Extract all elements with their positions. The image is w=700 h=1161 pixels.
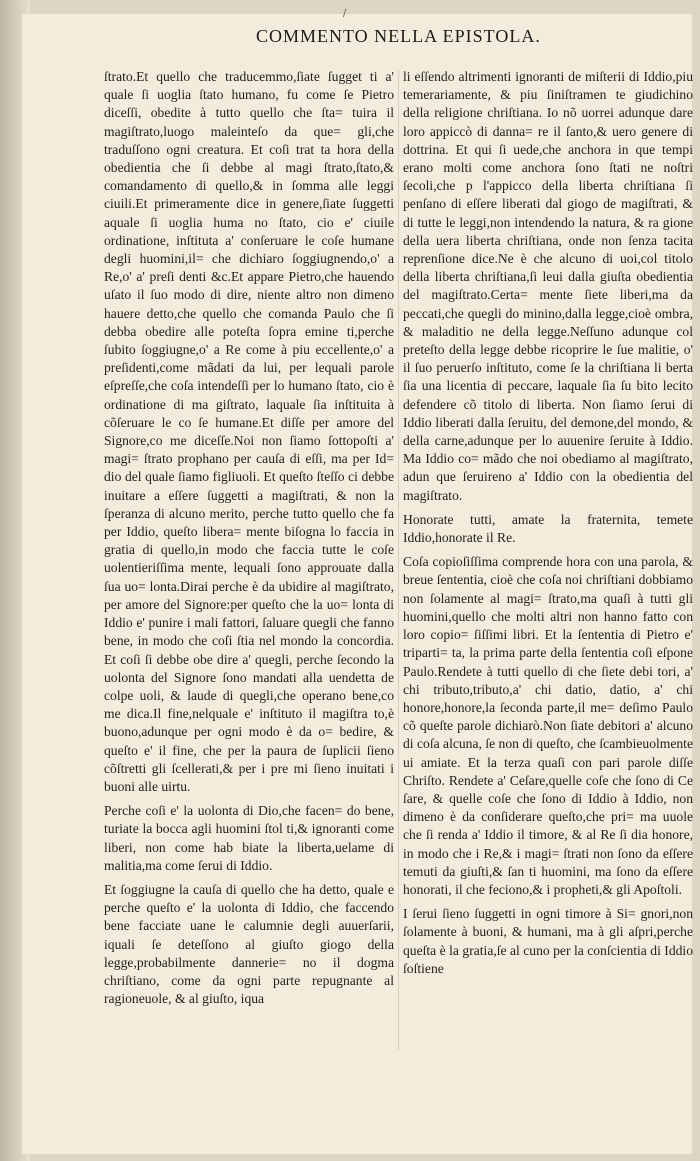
right-paragraph-3: Coſa copioſiſſima comprende hora con una parola, & breue ſententia, cioè che coſa noi chriſtiani dobbiamo non ſolamente al magi= ſtrato,ma quaſi à tutti gli huomini,quello che molti altri non hanno fatto con loro copio= ſiſſimi libri. Et la ſententia di Pietro e' triparti= ta, la prima parte della ſententia coſi eſpone Paulo.Rendete à tutti quello di che ſiete debi tori, a' chi tributo,tributo,a' chi datio, datio, a' chi honore,honore,la ſeconda parte,il me= deſimo Paulo cõ queſte parole dichiarò.Non ſiate debitori a' alcuno di coſa alcuna, ſe non di queſto, che ſcambieuolmente ui amiate. Et la terza quaſi con pari parole diſſe Chriſto. Rendete a' Ceſare,quelle coſe che ſono di Ce ſare, & quelle coſe che ſono di Iddio à Iddio, non dimeno è da conſiderare queſto,che pri= ma uuole che ſi renda a' Iddio il timore, & al Re ſi dia honore, in modo che i Re,& i magi= ſtrati non ſono da eſſere temuti da giuſti,& ſan ti huomini, ma ſono da eſſere honorati, il che feciono,& i propheti,& gli Apoſtoli. xyxy=(403,554,693,897)
left-paragraph-1: ſtrato.Et quello che traducemmo,ſiate ſugget ti a' quale ſi uoglia ſtato humano, fu come ſe Pietro diceſſi, obedite à tutto quello che ſta= tuira il magiſtrato,luogo maleinteſo da que= gli,che traduſſono ogni creatura. Et coſi trat ta hora della obedientia che ſi debbe al magi ſtrato,ſtato,& comandamento di quello,& in ſomma alle leggi ciuili.Et primeramente dice in genere,ſiate ſuggetti aquale ſi uoglia huma no ſtato, cio e' ciuile ordinatione, inſtituta a' conſeruare le coſe humane degli huomini,il= che dichiaro ſoggiugnendo,o' a Re,o' a' preſi denti &c.Et appare Pietro,che hauendo uſato il ſuo modo di dire, niente altro non dimeno hauere detto,che quello che comanda Paulo che ſi debba obedire alle poteſta ſopra emine ti,perche ſubito ſoggiugne,o' a Re come à piu eccellente,o' a preſidenti,come mãdati da lui, per lequali parole eſpreſſe,che coſa intendeſſi per lo humano ſtato, cio è ordinatione di ma giſtrato, laquale ſia inſtituita à cõſeruare le co ſe humane.Et diſſe per amore del Signore,co me diceſſe.Noi non ſiamo ſottopoſti a' magi= ſtrato prophano per cauſa di eſſi, ma per Id= dio del quale ſiamo figliuoli. Et queſto ſteſſo ci debbe inuitare a eſſere ſuggetti a magiſtrati, & non la ſperanza di alcuno merito, perche tutto quello che fa per Iddio, queſto libera= mente biſogna lo faccia in gratia di quello,in modo che faccia tutte le coſe uolentieriſſima mente, lequali ſono approuate dalla ſua uo= lonta.Dirai perche è da ubidire al magiſtrato, per amore del Signore:per queſto che la uo= lonta di Iddio e' punire i mali fattori, ſaluare quegli che fanno bene, in modo che coſi ſtia nel mondo la concordia. Et coſi ſi debbe obe dire a' quegli, perche ſecondo la uolonta del Signore ſono mandati alla uendetta de colpe uoli, & laude di quegli,che operano bene,co me dica.Il fine,nelquale e' inſtituto il magiſtra to,è buono,adunque per ogni modo è da o= bedire, & queſto e' il fine, che per la paura de ſuplicii ſieno cõſtretti gli ſcellerati,& per i pre mi ſieno inuitati i buoni alle uirtu. xyxy=(104,69,394,794)
left-column xyxy=(104,68,394,1014)
left-paragraph-2: Perche coſi e' la uolonta di Dio,che facen= do bene, turiate la bocca agli huomini ſtol ti,& ignoranti come liberi, non come hab biate la liberta,uelame di malitia,ma come ſerui di Iddio. xyxy=(104,803,394,873)
column-divider xyxy=(398,70,399,1050)
page-mark: / xyxy=(343,8,347,19)
page-title: COMMENTO NELLA EPISTOLA. xyxy=(256,26,541,46)
left-paragraph-3: Et ſoggiugne la cauſa di quello che ha detto, quale e perche queſto e' la uolonta di Iddio, che faccendo bene facciate uane le calumnie degli auuerſarii, iquali ſe deteſſono al giuſto giogo della legge,probabilmente dannerie= no il dogma chriſtiano, come da ogni parte repugnante al ragioneuole, & al giuſto, iqua xyxy=(104,881,394,1007)
right-paragraph-2: Honorate tutti, amate la fraternita, temete Iddio,honorate il Re. xyxy=(403,511,693,546)
right-paragraph-4: I ſerui ſieno ſuggetti in ogni timore à Si= gnori,non ſolamente à buoni, & humani, ma à gli aſpri,perche queſta è la gratia,ſe al cuno per la conſcientia di Iddio ſoſtiene xyxy=(403,906,693,976)
right-paragraph-1: li eſſendo altrimenti ignoranti de miſterii di Iddio,piu temerariamente, & piu ſiniſtramen te giudichino della religione chriſtiana. Io nõ uorrei adunque dare loro appiccò di danna= re il ſanto,& uero genere di dottrina. Et qui ſi uede,che anchora in que tempi erano molti come anchora ſono ſtati ne noſtri ſecoli,che p l'appicco della liberta chriſtiana ſi penſano di eſſere liberati dal giogo de magiſtrati, & di tutte le leggi,non intendendo la natura, & ra gione della uera liberta chriſtiana, onde non ſenza tacita reprenſione dice.Ne è che alcuno di uoi,col titolo della liberta chriſtiana,ſi leui dalla giuſta obedientia del magiſtrato.Certa= mente ſiete liberi,ma da peccati,che quegli do minino,dalla legge,cioè ombra, & maladitio ne della legge.Neſſuno adunque col preteſto della legge debbe ricoprire le ſue malitie, o' il ſuo peruerſo inſtituto, come ſe la chriſtiana li berta ſia una licentia di peccare, laquale ſia ſu bito lecito defendere cõ titolo di liberta. Non ſiamo ſerui di Iddio liberati dalla ſeruitu, del demone,del mondo, & della carne,adunque per lo auuenire ſeruite à Iddio. Ma Iddio co= mãdo che noi obediamo al magiſtrato, adun que ſeruireno a' Iddio con la obedientia del magiſtrato. xyxy=(403,69,693,503)
right-column xyxy=(403,68,693,984)
